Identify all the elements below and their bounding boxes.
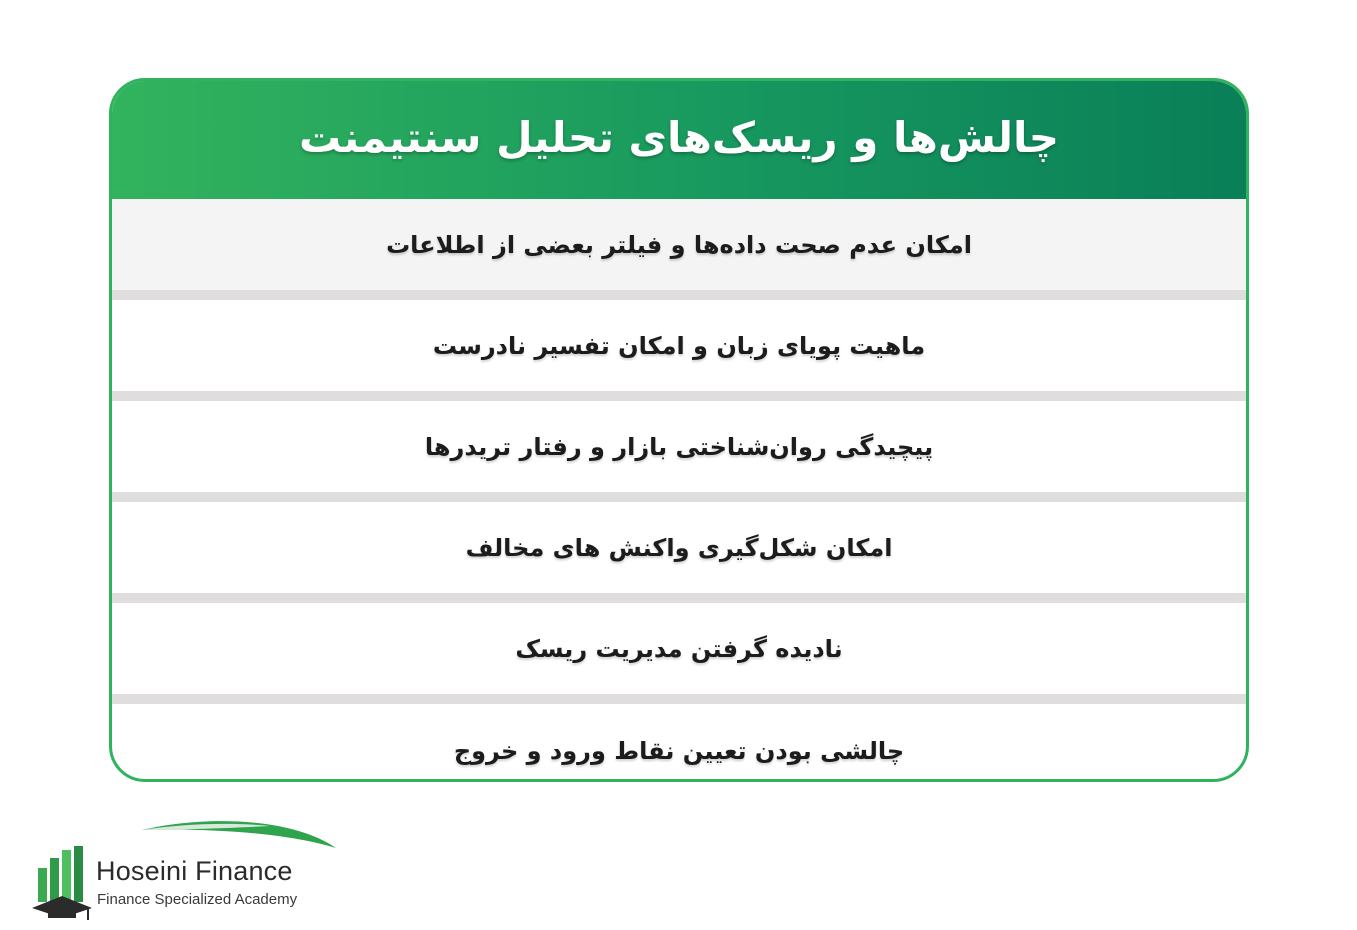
brand-name: Hoseini Finance xyxy=(96,856,293,886)
challenges-card xyxy=(109,78,1249,782)
list-item xyxy=(112,300,1246,401)
list-item xyxy=(112,199,1246,300)
card-title: چالش‌ها و ریسک‌های تحلیل سنتیمنت xyxy=(298,112,1060,162)
list-item-text: چالشی بودن تعیین نقاط ورود و خروج xyxy=(453,737,905,765)
list-item-text: امکان عدم صحت داده‌ها و فیلتر بعضی از اطلاعات xyxy=(386,230,972,259)
brand-tagline: Finance Specialized Academy xyxy=(97,891,298,908)
list-item-text: ماهیت پویای زبان و امکان تفسیر نادرست xyxy=(432,331,926,360)
list-item xyxy=(112,401,1246,502)
list-item xyxy=(112,502,1246,603)
list-item xyxy=(112,704,1246,782)
list-item-text: نادیده گرفتن مدیریت ریسک xyxy=(515,634,843,663)
card-header xyxy=(112,81,1246,199)
leaf-swoosh-icon xyxy=(140,818,340,854)
challenges-list xyxy=(112,199,1246,782)
brand-logo xyxy=(30,818,350,924)
list-item-text: پیچیدگی روان‌شناختی بازار و رفتار تریدرها xyxy=(424,432,934,461)
bar-chart-graduation-cap-icon xyxy=(30,846,94,922)
list-item xyxy=(112,603,1246,704)
list-item-text: امکان شکل‌گیری واکنش های مخالف xyxy=(465,533,893,562)
